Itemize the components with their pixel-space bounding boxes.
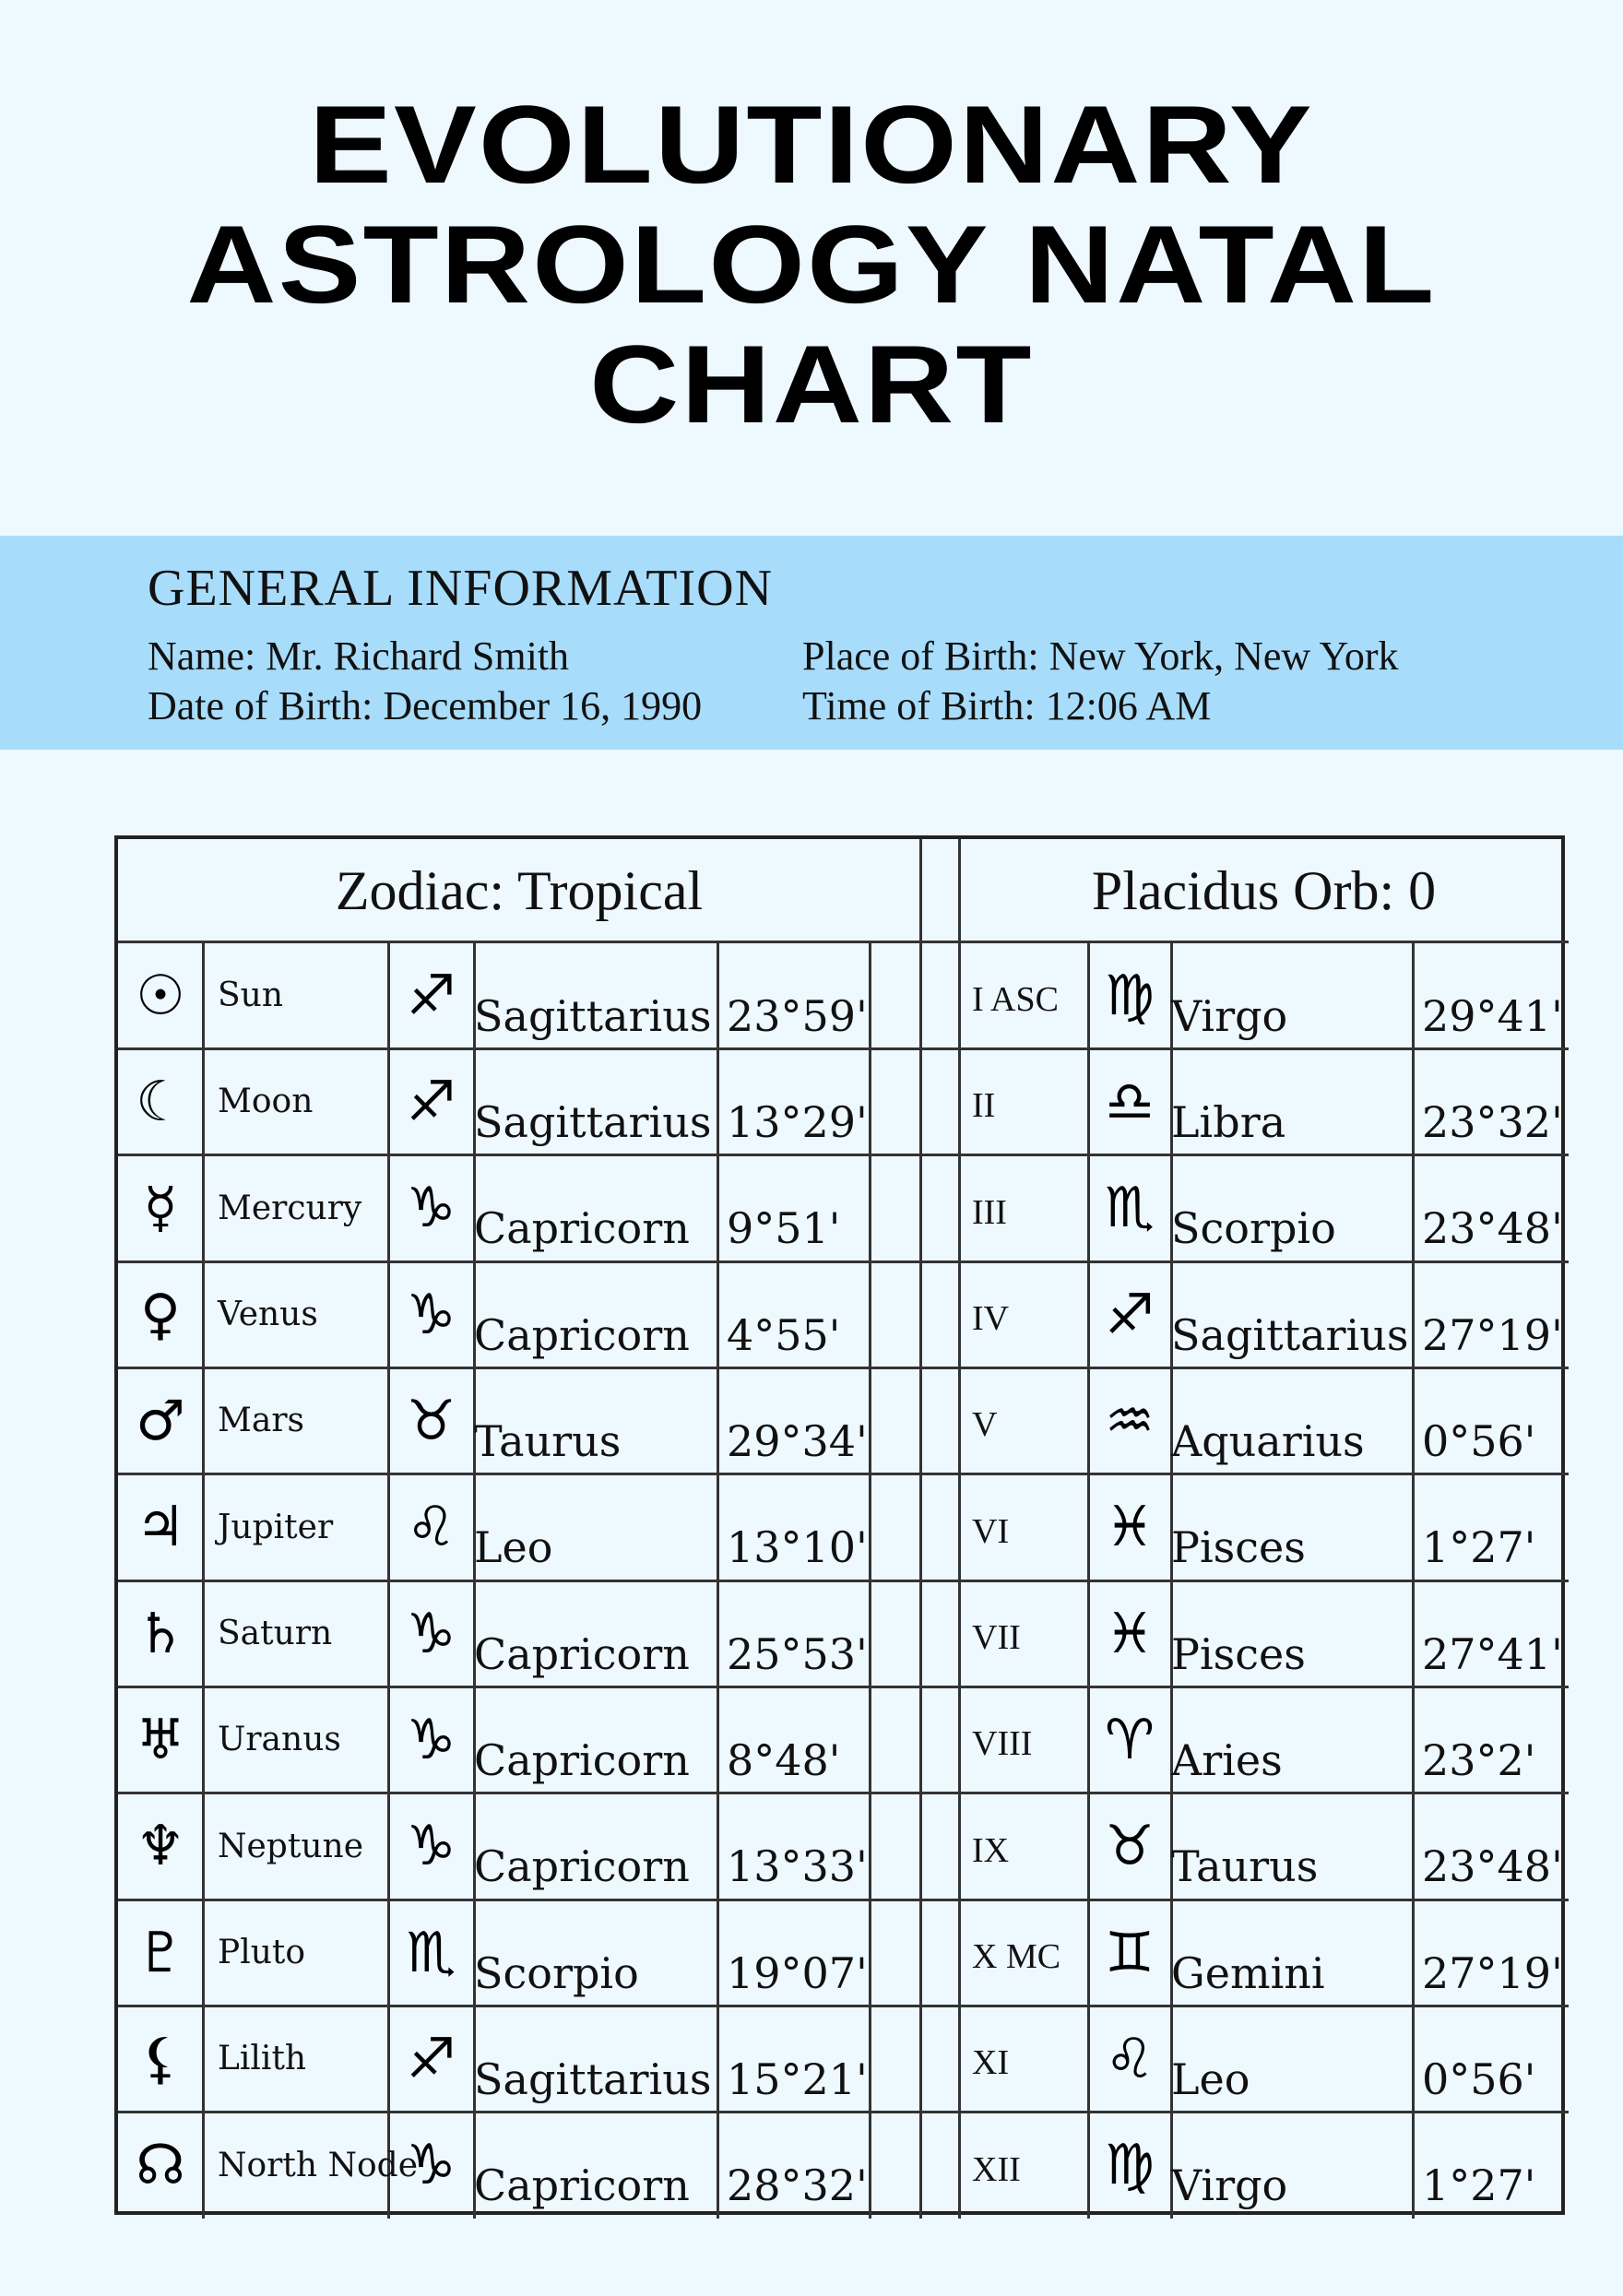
page-title <box>0 85 1623 444</box>
planet-sign: Sagittarius <box>474 1096 712 1147</box>
capricorn-icon: ♑ <box>406 2133 456 2198</box>
house-number: II <box>972 1086 996 1126</box>
pisces-icon: ♓ <box>1105 1495 1155 1560</box>
planet-sign: Scorpio <box>474 1947 639 1998</box>
sagittarius-icon: ♐ <box>406 963 456 1028</box>
house-number: XI <box>972 2043 1010 2083</box>
planet-name: Sun <box>218 976 284 1015</box>
house-sign: Libra <box>1171 1096 1286 1147</box>
house-number: IV <box>972 1299 1010 1338</box>
house-degree: 27°19' <box>1422 1947 1563 1998</box>
column-divider <box>919 839 922 2219</box>
title-line-3: CHART <box>589 323 1034 446</box>
general-info-heading: GENERAL INFORMATION <box>148 560 774 617</box>
house-number: XII <box>972 2149 1021 2189</box>
planet-degree: 13°33' <box>727 1841 868 1892</box>
planet-sign: Sagittarius <box>474 2053 712 2104</box>
planet-degree: 25°53' <box>727 1628 868 1679</box>
house-number: VI <box>972 1511 1010 1551</box>
time-of-birth-field: Time of Birth: 12:06 AM <box>802 683 1212 728</box>
house-sign: Aries <box>1171 1734 1283 1785</box>
house-degree: 1°27' <box>1422 2160 1536 2211</box>
gemini-icon: ♊ <box>1105 1920 1155 1985</box>
capricorn-icon: ♑ <box>406 1601 456 1666</box>
planet-degree: 15°21' <box>727 2053 868 2104</box>
name-field: Name: Mr. Richard Smith <box>148 633 570 679</box>
mercury-icon: ☿ <box>143 1176 178 1241</box>
libra-icon: ♎ <box>1105 1069 1155 1134</box>
planet-name: Uranus <box>218 1721 341 1759</box>
moon-icon: ☾ <box>136 1069 185 1134</box>
house-sign: Gemini <box>1171 1947 1325 1998</box>
planet-sign: Capricorn <box>474 1203 690 1254</box>
planet-degree: 29°34' <box>727 1415 868 1466</box>
planet-degree: 19°07' <box>727 1947 868 1998</box>
aries-icon: ♈ <box>1105 1707 1155 1772</box>
planet-sign: Capricorn <box>474 1628 690 1679</box>
planet-degree: 9°51' <box>727 1203 841 1254</box>
house-sign: Virgo <box>1171 2160 1288 2211</box>
house-degree: 27°41' <box>1422 1628 1563 1679</box>
house-sign: Taurus <box>1171 1841 1319 1892</box>
house-number: IX <box>972 1830 1010 1870</box>
planet-name: Neptune <box>218 1827 363 1865</box>
planet-sign: Capricorn <box>474 1841 690 1892</box>
natal-chart-table <box>114 835 1565 2215</box>
sagittarius-icon: ♐ <box>1105 1282 1155 1347</box>
house-degree: 23°48' <box>1422 1203 1563 1254</box>
house-sign: Aquarius <box>1171 1415 1365 1466</box>
house-number: V <box>972 1405 998 1445</box>
planet-degree: 8°48' <box>727 1734 841 1785</box>
house-number: VIII <box>972 1724 1033 1764</box>
scorpio-icon: ♏ <box>406 1920 456 1985</box>
aquarius-icon: ♒ <box>1105 1388 1155 1453</box>
leo-icon: ♌ <box>406 1495 456 1560</box>
capricorn-icon: ♑ <box>406 1282 456 1347</box>
sun-icon: ☉ <box>136 963 185 1028</box>
sagittarius-icon: ♐ <box>406 2026 456 2091</box>
planet-name: Moon <box>218 1083 314 1121</box>
pluto-icon: ♇ <box>136 1920 185 1985</box>
planet-degree: 23°59' <box>727 990 868 1041</box>
planet-sign: Leo <box>474 1522 553 1573</box>
jupiter-icon: ♃ <box>136 1495 185 1560</box>
house-system-header: Placidus Orb: 0 <box>1091 859 1437 921</box>
planet-name: Jupiter <box>218 1508 334 1546</box>
planet-sign: Taurus <box>474 1415 622 1466</box>
uranus-icon: ♅ <box>136 1707 185 1772</box>
planet-name: Lilith <box>218 2040 307 2078</box>
planet-name: Saturn <box>218 1615 333 1653</box>
title-line-1: EVOLUTIONARY <box>309 83 1314 207</box>
lilith-icon: ⚸ <box>140 2026 181 2091</box>
house-degree: 29°41' <box>1422 990 1563 1041</box>
mars-icon: ♂ <box>136 1388 185 1453</box>
virgo-icon: ♍ <box>1105 963 1155 1028</box>
house-degree: 23°32' <box>1422 1096 1563 1147</box>
zodiac-header: Zodiac: Tropical <box>335 859 704 921</box>
place-of-birth-field: Place of Birth: New York, New York <box>802 633 1399 679</box>
planet-sign: Capricorn <box>474 1734 690 1785</box>
capricorn-icon: ♑ <box>406 1707 456 1772</box>
planet-degree: 4°55' <box>727 1309 841 1360</box>
leo-icon: ♌ <box>1105 2026 1155 2091</box>
planet-name: Mercury <box>218 1189 362 1227</box>
venus-icon: ♀ <box>140 1282 181 1347</box>
house-sign: Sagittarius <box>1171 1309 1409 1360</box>
planet-sign: Sagittarius <box>474 990 712 1041</box>
planet-degree: 13°29' <box>727 1096 868 1147</box>
house-number: I ASC <box>972 980 1059 1019</box>
planet-degree: 28°32' <box>727 2160 868 2211</box>
title-line-2: ASTROLOGY NATAL <box>186 203 1437 326</box>
taurus-icon: ♉ <box>406 1388 456 1453</box>
saturn-icon: ♄ <box>136 1601 185 1666</box>
scorpio-icon: ♏ <box>1105 1176 1155 1241</box>
house-sign: Pisces <box>1171 1522 1306 1573</box>
date-of-birth-field: Date of Birth: December 16, 1990 <box>148 683 703 728</box>
house-degree: 23°2' <box>1422 1734 1536 1785</box>
house-degree: 23°48' <box>1422 1841 1563 1892</box>
house-degree: 1°27' <box>1422 1522 1536 1573</box>
planet-name: Mars <box>218 1402 305 1440</box>
house-number: III <box>972 1192 1007 1232</box>
house-sign: Leo <box>1171 2053 1250 2104</box>
taurus-icon: ♉ <box>1105 1814 1155 1879</box>
planet-degree: 13°10' <box>727 1522 868 1573</box>
house-number: X MC <box>972 1937 1061 1976</box>
planet-sign: Capricorn <box>474 2160 690 2211</box>
house-sign: Pisces <box>1171 1628 1306 1679</box>
planet-sign: Capricorn <box>474 1309 690 1360</box>
pisces-icon: ♓ <box>1105 1601 1155 1666</box>
virgo-icon: ♍ <box>1105 2133 1155 2198</box>
capricorn-icon: ♑ <box>406 1814 456 1879</box>
planet-name: Pluto <box>218 1934 306 1972</box>
planet-name: Venus <box>218 1296 318 1334</box>
planet-name: North Node <box>218 2146 419 2184</box>
house-sign: Scorpio <box>1171 1203 1336 1254</box>
house-degree: 0°56' <box>1422 1415 1536 1466</box>
neptune-icon: ♆ <box>136 1814 185 1879</box>
house-degree: 27°19' <box>1422 1309 1563 1360</box>
sagittarius-icon: ♐ <box>406 1069 456 1134</box>
house-sign: Virgo <box>1171 990 1288 1041</box>
house-number: VII <box>972 1618 1021 1657</box>
house-degree: 0°56' <box>1422 2053 1536 2104</box>
capricorn-icon: ♑ <box>406 1176 456 1241</box>
north-node-icon: ☊ <box>136 2133 185 2198</box>
